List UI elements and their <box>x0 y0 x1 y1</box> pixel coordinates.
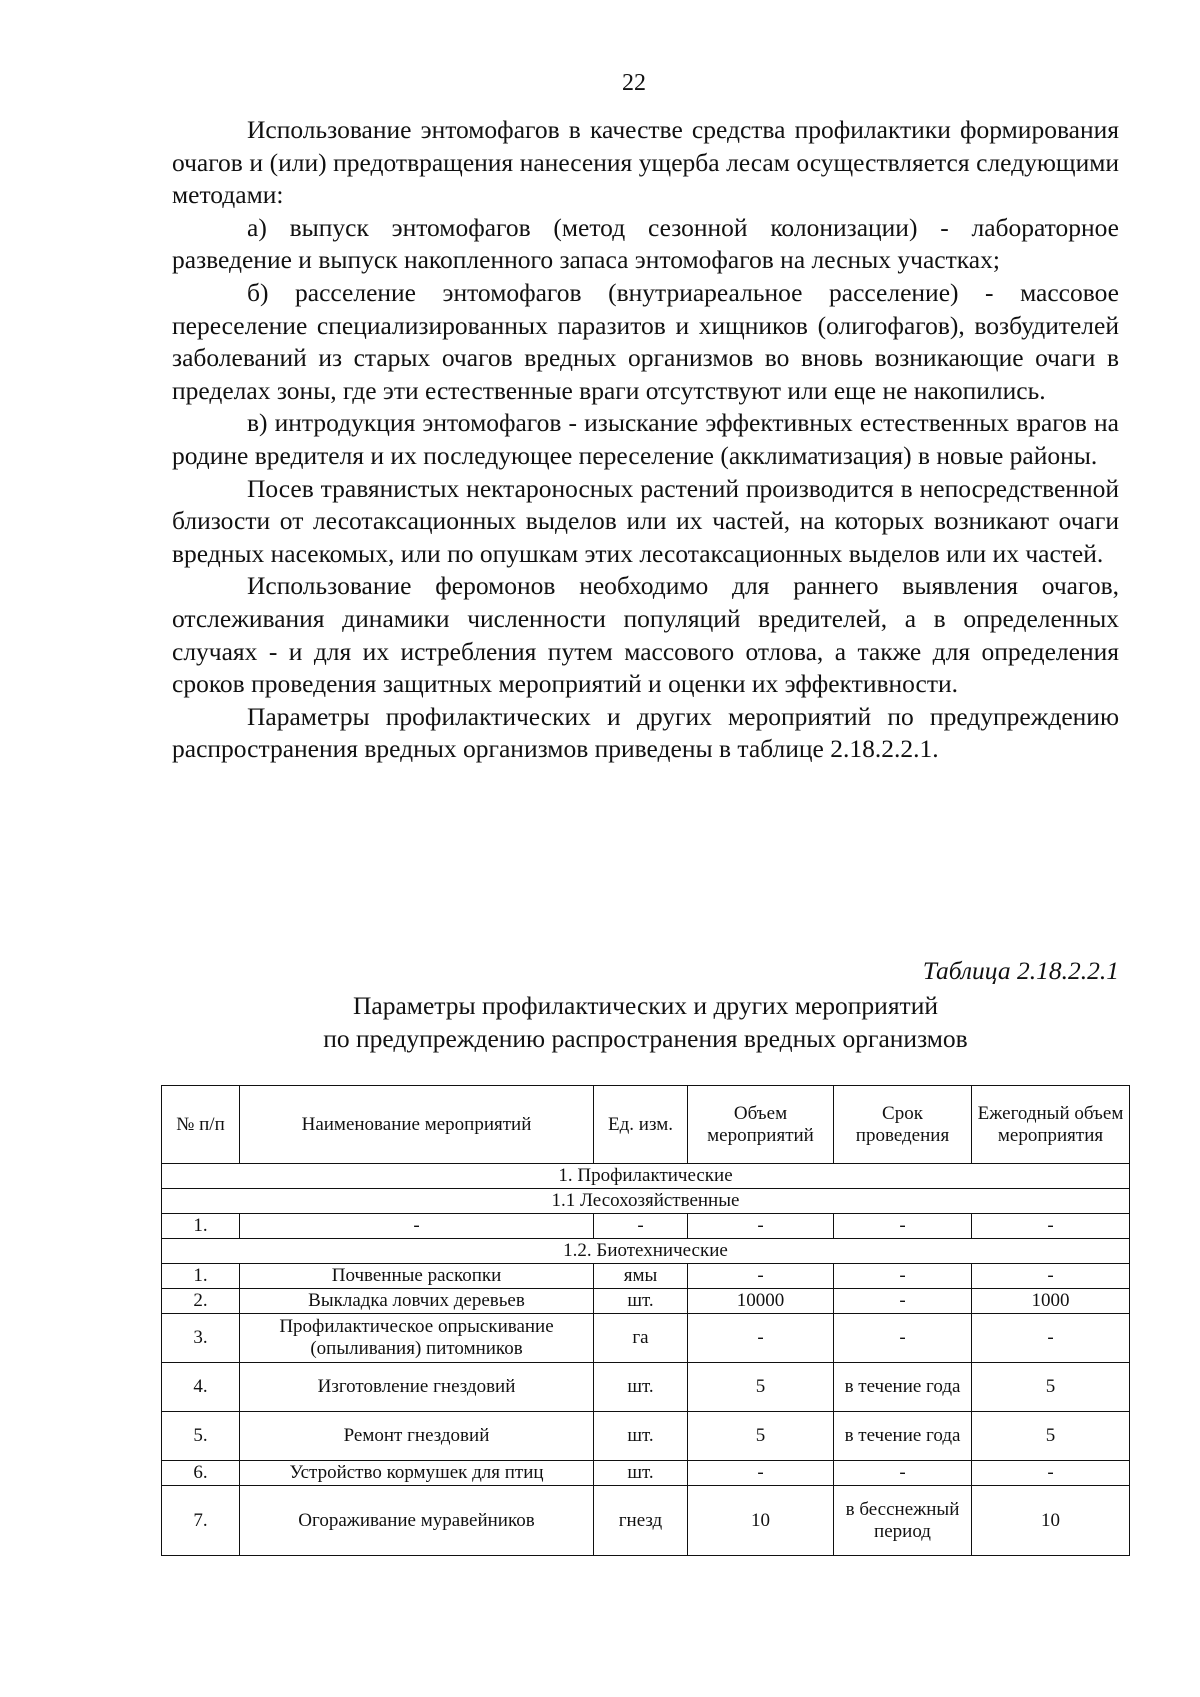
cell-annual: - <box>972 1461 1130 1486</box>
header-unit: Ед. изм. <box>594 1086 688 1164</box>
table-title-line-2: по предупреждению распространения вредных организмов <box>323 1023 968 1053</box>
cell-num: 1. <box>162 1214 240 1239</box>
cell-num: 5. <box>162 1412 240 1461</box>
header-num: № п/п <box>162 1086 240 1164</box>
cell-name: Изготовление гнездовий <box>240 1363 594 1412</box>
cell-num: 7. <box>162 1486 240 1556</box>
table-row <box>162 1486 1130 1556</box>
cell-annual: - <box>972 1314 1130 1363</box>
header-volume: Объем мероприятий <box>688 1086 834 1164</box>
paragraph-entomophages-intro: Использование энтомофагов в качестве средства профилактики формирования очагов и (или) предотвращения нанесения ущерба лесам осуществляется следующими методами: <box>172 115 1119 210</box>
cell-unit: шт. <box>594 1363 688 1412</box>
table-row <box>162 1412 1130 1461</box>
section-biotechnical: 1.2. Биотехнические <box>162 1239 1130 1264</box>
table-title-line-1: Параметры профилактических и других мероприятий <box>353 991 938 1020</box>
cell-unit: шт. <box>594 1412 688 1461</box>
cell-annual: - <box>972 1214 1130 1239</box>
table-row <box>162 1289 1130 1314</box>
cell-num: 1. <box>162 1264 240 1289</box>
cell-volume: - <box>688 1461 834 1486</box>
cell-unit: шт. <box>594 1289 688 1314</box>
paragraph-nectar-plants: Посев травянистых нектароносных растений производится в непосредственной близости от лесотаксационных выделов или их частей, на которых возникают очаги вредных насекомых, или по опушкам этих лесотаксационных выделов или их частей. <box>172 473 1119 568</box>
cell-term: - <box>834 1264 972 1289</box>
table-row <box>162 1363 1130 1412</box>
cell-volume: 10000 <box>688 1289 834 1314</box>
page-number: 22 <box>622 70 646 96</box>
paragraph-method-a: а) выпуск энтомофагов (метод сезонной колонизации) - лабораторное разведение и выпуск накопленного запаса энтомофагов на лесных участках; <box>172 212 1119 275</box>
cell-name: Почвенные раскопки <box>240 1264 594 1289</box>
table-row <box>162 1214 1130 1239</box>
cell-name: Огораживание муравейников <box>240 1486 594 1556</box>
cell-term: - <box>834 1214 972 1239</box>
paragraph-table-reference: Параметры профилактических и других мероприятий по предупреждению распространения вредных организмов приведены в таблице 2.18.2.2.1. <box>172 701 1119 764</box>
cell-annual: 10 <box>972 1486 1130 1556</box>
cell-unit: - <box>594 1214 688 1239</box>
cell-term: в течение года <box>834 1412 972 1461</box>
cell-num: 3. <box>162 1314 240 1363</box>
cell-name: - <box>240 1214 594 1239</box>
section-row <box>162 1164 1130 1189</box>
table-row <box>162 1314 1130 1363</box>
body-text <box>172 114 1119 766</box>
table-header-row <box>162 1086 1130 1164</box>
cell-volume: - <box>688 1214 834 1239</box>
header-term: Срок проведения <box>834 1086 972 1164</box>
cell-volume: 5 <box>688 1363 834 1412</box>
cell-term: - <box>834 1289 972 1314</box>
paragraph-method-b: б) расселение энтомофагов (внутриареальное расселение) - массовое переселение специализированных паразитов и хищников (олигофагов), возбудителей заболеваний из старых очагов вредных организмов во вновь возникающие очаги в пределах зоны, где эти естественные враги отсутствуют или еще не накопились. <box>172 277 1119 405</box>
table-row <box>162 1264 1130 1289</box>
section-row <box>162 1239 1130 1264</box>
section-preventive: 1. Профилактические <box>162 1164 1130 1189</box>
cell-term: - <box>834 1314 972 1363</box>
cell-term: в течение года <box>834 1363 972 1412</box>
cell-volume: 10 <box>688 1486 834 1556</box>
cell-volume: - <box>688 1314 834 1363</box>
table-row <box>162 1461 1130 1486</box>
cell-annual: - <box>972 1264 1130 1289</box>
paragraph-pheromones: Использование феромонов необходимо для раннего выявления очагов, отслеживания динамики численности популяций вредителей, а в определенных случаях - и для их истребления путем массового отлова, а также для определения сроков проведения защитных мероприятий и оценки их эффективности. <box>172 571 1119 699</box>
cell-unit: ямы <box>594 1264 688 1289</box>
cell-volume: 5 <box>688 1412 834 1461</box>
cell-unit: га <box>594 1314 688 1363</box>
cell-annual: 5 <box>972 1363 1130 1412</box>
cell-num: 4. <box>162 1363 240 1412</box>
cell-volume: - <box>688 1264 834 1289</box>
cell-name: Устройство кормушек для птиц <box>240 1461 594 1486</box>
cell-num: 2. <box>162 1289 240 1314</box>
cell-term: в бесснежный период <box>834 1486 972 1556</box>
section-row <box>162 1189 1130 1214</box>
table-title <box>172 990 1119 1055</box>
cell-annual: 1000 <box>972 1289 1130 1314</box>
paragraph-method-c: в) интродукция энтомофагов - изыскание эффективных естественных врагов на родине вредителя и их последующее переселение (акклиматизация) в новые районы. <box>172 408 1119 470</box>
cell-unit: шт. <box>594 1461 688 1486</box>
header-name: Наименование мероприятий <box>240 1086 594 1164</box>
cell-name: Выкладка ловчих деревьев <box>240 1289 594 1314</box>
cell-term: - <box>834 1461 972 1486</box>
cell-unit: гнезд <box>594 1486 688 1556</box>
table-caption: Таблица 2.18.2.2.1 <box>922 956 1119 985</box>
cell-num: 6. <box>162 1461 240 1486</box>
header-annual: Ежегодный объем мероприятия <box>972 1086 1130 1164</box>
cell-name: Ремонт гнездовий <box>240 1412 594 1461</box>
cell-name: Профилактическое опрыскивание (опыливания) питомников <box>240 1314 594 1363</box>
section-forestry: 1.1 Лесохозяйственные <box>162 1189 1130 1214</box>
measures-table <box>161 1085 1130 1556</box>
cell-annual: 5 <box>972 1412 1130 1461</box>
